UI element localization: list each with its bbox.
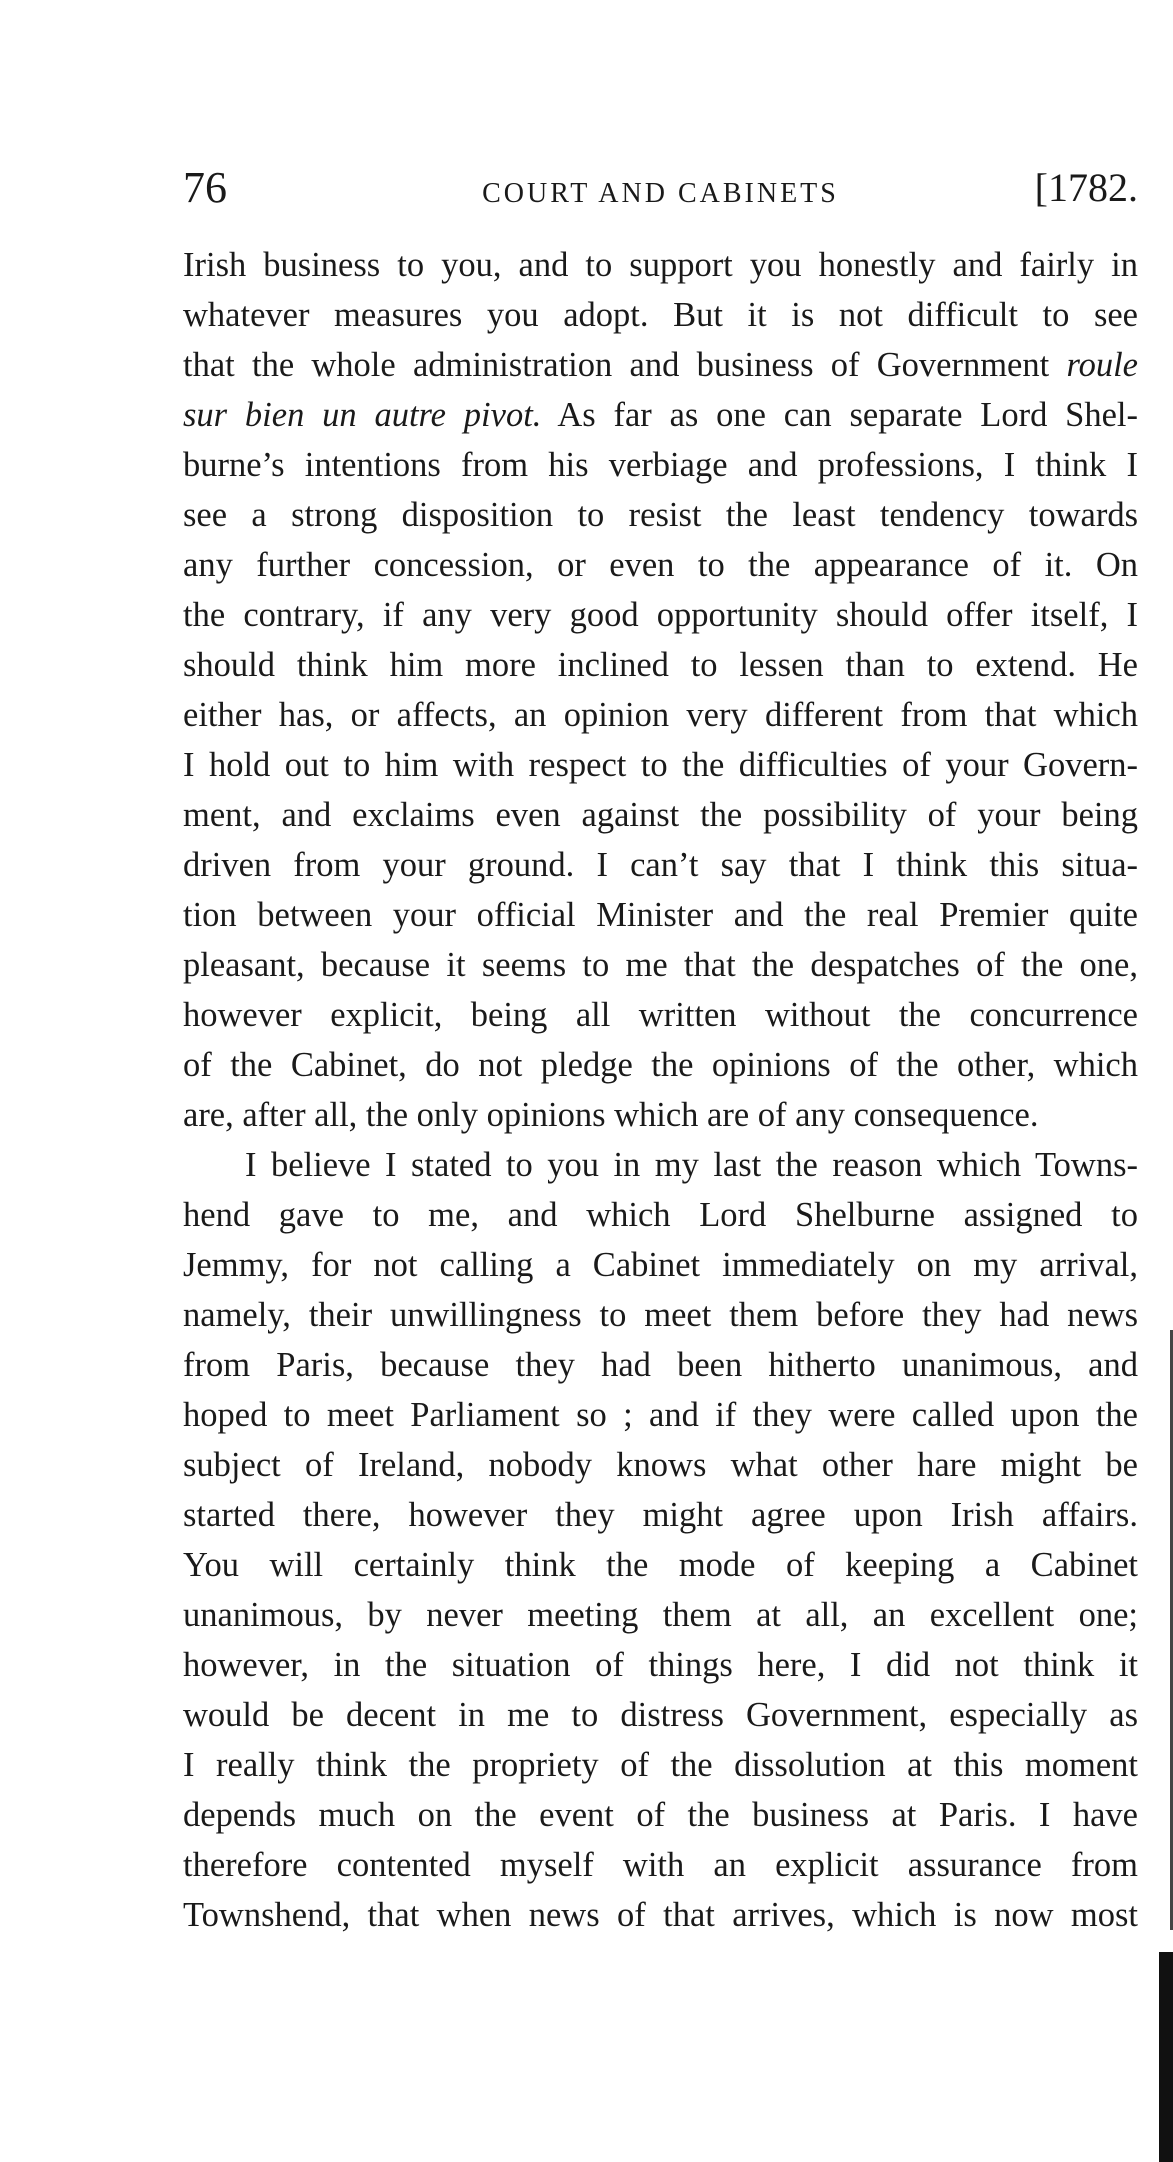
text-segment: see a strong disposition to resist the least tendency towards: [183, 496, 1138, 534]
text-line: [183, 1190, 1138, 1240]
text-segment: however explicit, being all written without the concurrence: [183, 996, 1138, 1034]
text-segment: driven from your ground. I can’t say that I think this situa-: [183, 846, 1138, 884]
text-segment: would be decent in me to distress Government, especially as: [183, 1696, 1138, 1734]
text-line: [183, 290, 1138, 340]
text-segment: hend gave to me, and which Lord Shelburne assigned to: [183, 1196, 1138, 1234]
italic-text: roule: [1066, 346, 1138, 384]
text-segment: that the whole administration and business of Government: [183, 346, 1067, 384]
text-segment: however, in the situation of things here, I did not think it: [183, 1646, 1138, 1684]
text-line: [183, 1890, 1138, 1940]
page-edge-mark: [1159, 1952, 1173, 2162]
text-segment: As far as one can separate Lord Shel-: [541, 396, 1138, 434]
text-segment: namely, their unwillingness to meet them before they had news: [183, 1296, 1138, 1334]
page-header: [183, 158, 1138, 218]
text-line: [183, 340, 1138, 390]
text-line: [183, 1590, 1138, 1640]
text-segment: the contrary, if any very good opportunity should offer itself, I: [183, 596, 1138, 634]
text-segment: whatever measures you adopt. But it is not difficult to see: [183, 296, 1138, 334]
text-line: [183, 1740, 1138, 1790]
text-line: [183, 1390, 1138, 1440]
text-segment: I hold out to him with respect to the difficulties of your Govern-: [183, 746, 1138, 784]
text-segment: tion between your official Minister and the real Premier quite: [183, 896, 1138, 934]
text-segment: subject of Ireland, nobody knows what other hare might be: [183, 1446, 1138, 1484]
text-line: [183, 690, 1138, 740]
text-line: [183, 1140, 1138, 1190]
text-line: [183, 440, 1138, 490]
text-segment: unanimous, by never meeting them at all, an excellent one;: [183, 1596, 1138, 1634]
text-line: [183, 790, 1138, 840]
text-segment: Jemmy, for not calling a Cabinet immediately on my arrival,: [183, 1246, 1138, 1284]
text-segment: Irish business to you, and to support you honestly and fairly in: [183, 246, 1138, 284]
text-segment: ment, and exclaims even against the possibility of your being: [183, 796, 1138, 834]
text-segment: pleasant, because it seems to me that the despatches of the one,: [183, 946, 1138, 984]
text-line: [183, 1640, 1138, 1690]
running-title: COURT AND CABINETS: [482, 178, 839, 209]
text-line: [183, 1490, 1138, 1540]
text-segment: therefore contented myself with an explicit assurance from: [183, 1846, 1138, 1884]
text-segment: are, after all, the only opinions which are of any consequence.: [183, 1096, 1039, 1134]
text-segment: started there, however they might agree upon Irish affairs.: [183, 1496, 1138, 1534]
text-line: [183, 490, 1138, 540]
text-line: [183, 1840, 1138, 1890]
text-line: [183, 1690, 1138, 1740]
text-segment: I really think the propriety of the dissolution at this moment: [183, 1746, 1138, 1784]
text-segment: burne’s intentions from his verbiage and professions, I think I: [183, 446, 1138, 484]
text-line: [183, 1790, 1138, 1840]
body-text: [183, 240, 1138, 1940]
text-line: [183, 740, 1138, 790]
text-line: [183, 990, 1138, 1040]
text-line: [183, 540, 1138, 590]
text-line: [183, 390, 1138, 440]
text-segment: Townshend, that when news of that arrives, which is now most: [183, 1896, 1138, 1934]
text-line: [183, 1540, 1138, 1590]
running-year: [1782.: [1034, 165, 1138, 210]
text-segment: hoped to meet Parliament so ; and if they were called upon the: [183, 1396, 1138, 1434]
text-segment: depends much on the event of the business at Paris. I have: [183, 1796, 1138, 1834]
text-segment: should think him more inclined to lessen than to extend. He: [183, 646, 1138, 684]
text-segment: of the Cabinet, do not pledge the opinions of the other, which: [183, 1046, 1138, 1084]
text-segment: I believe I stated to you in my last the reason which Towns-: [245, 1146, 1138, 1184]
text-segment: either has, or affects, an opinion very different from that which: [183, 696, 1138, 734]
text-line: [183, 1340, 1138, 1390]
text-line: [183, 240, 1138, 290]
text-segment: any further concession, or even to the appearance of it. On: [183, 546, 1138, 584]
text-line: [183, 1090, 1138, 1140]
text-segment: from Paris, because they had been hitherto unanimous, and: [183, 1346, 1138, 1384]
text-line: [183, 1440, 1138, 1490]
page-number: 76: [183, 163, 227, 212]
text-segment: You will certainly think the mode of keeping a Cabinet: [183, 1546, 1138, 1584]
text-line: [183, 1240, 1138, 1290]
text-line: [183, 1040, 1138, 1090]
text-line: [183, 640, 1138, 690]
text-line: [183, 840, 1138, 890]
italic-text: sur bien un autre pivot.: [183, 396, 542, 434]
text-line: [183, 890, 1138, 940]
text-line: [183, 590, 1138, 640]
text-line: [183, 1290, 1138, 1340]
text-line: [183, 940, 1138, 990]
